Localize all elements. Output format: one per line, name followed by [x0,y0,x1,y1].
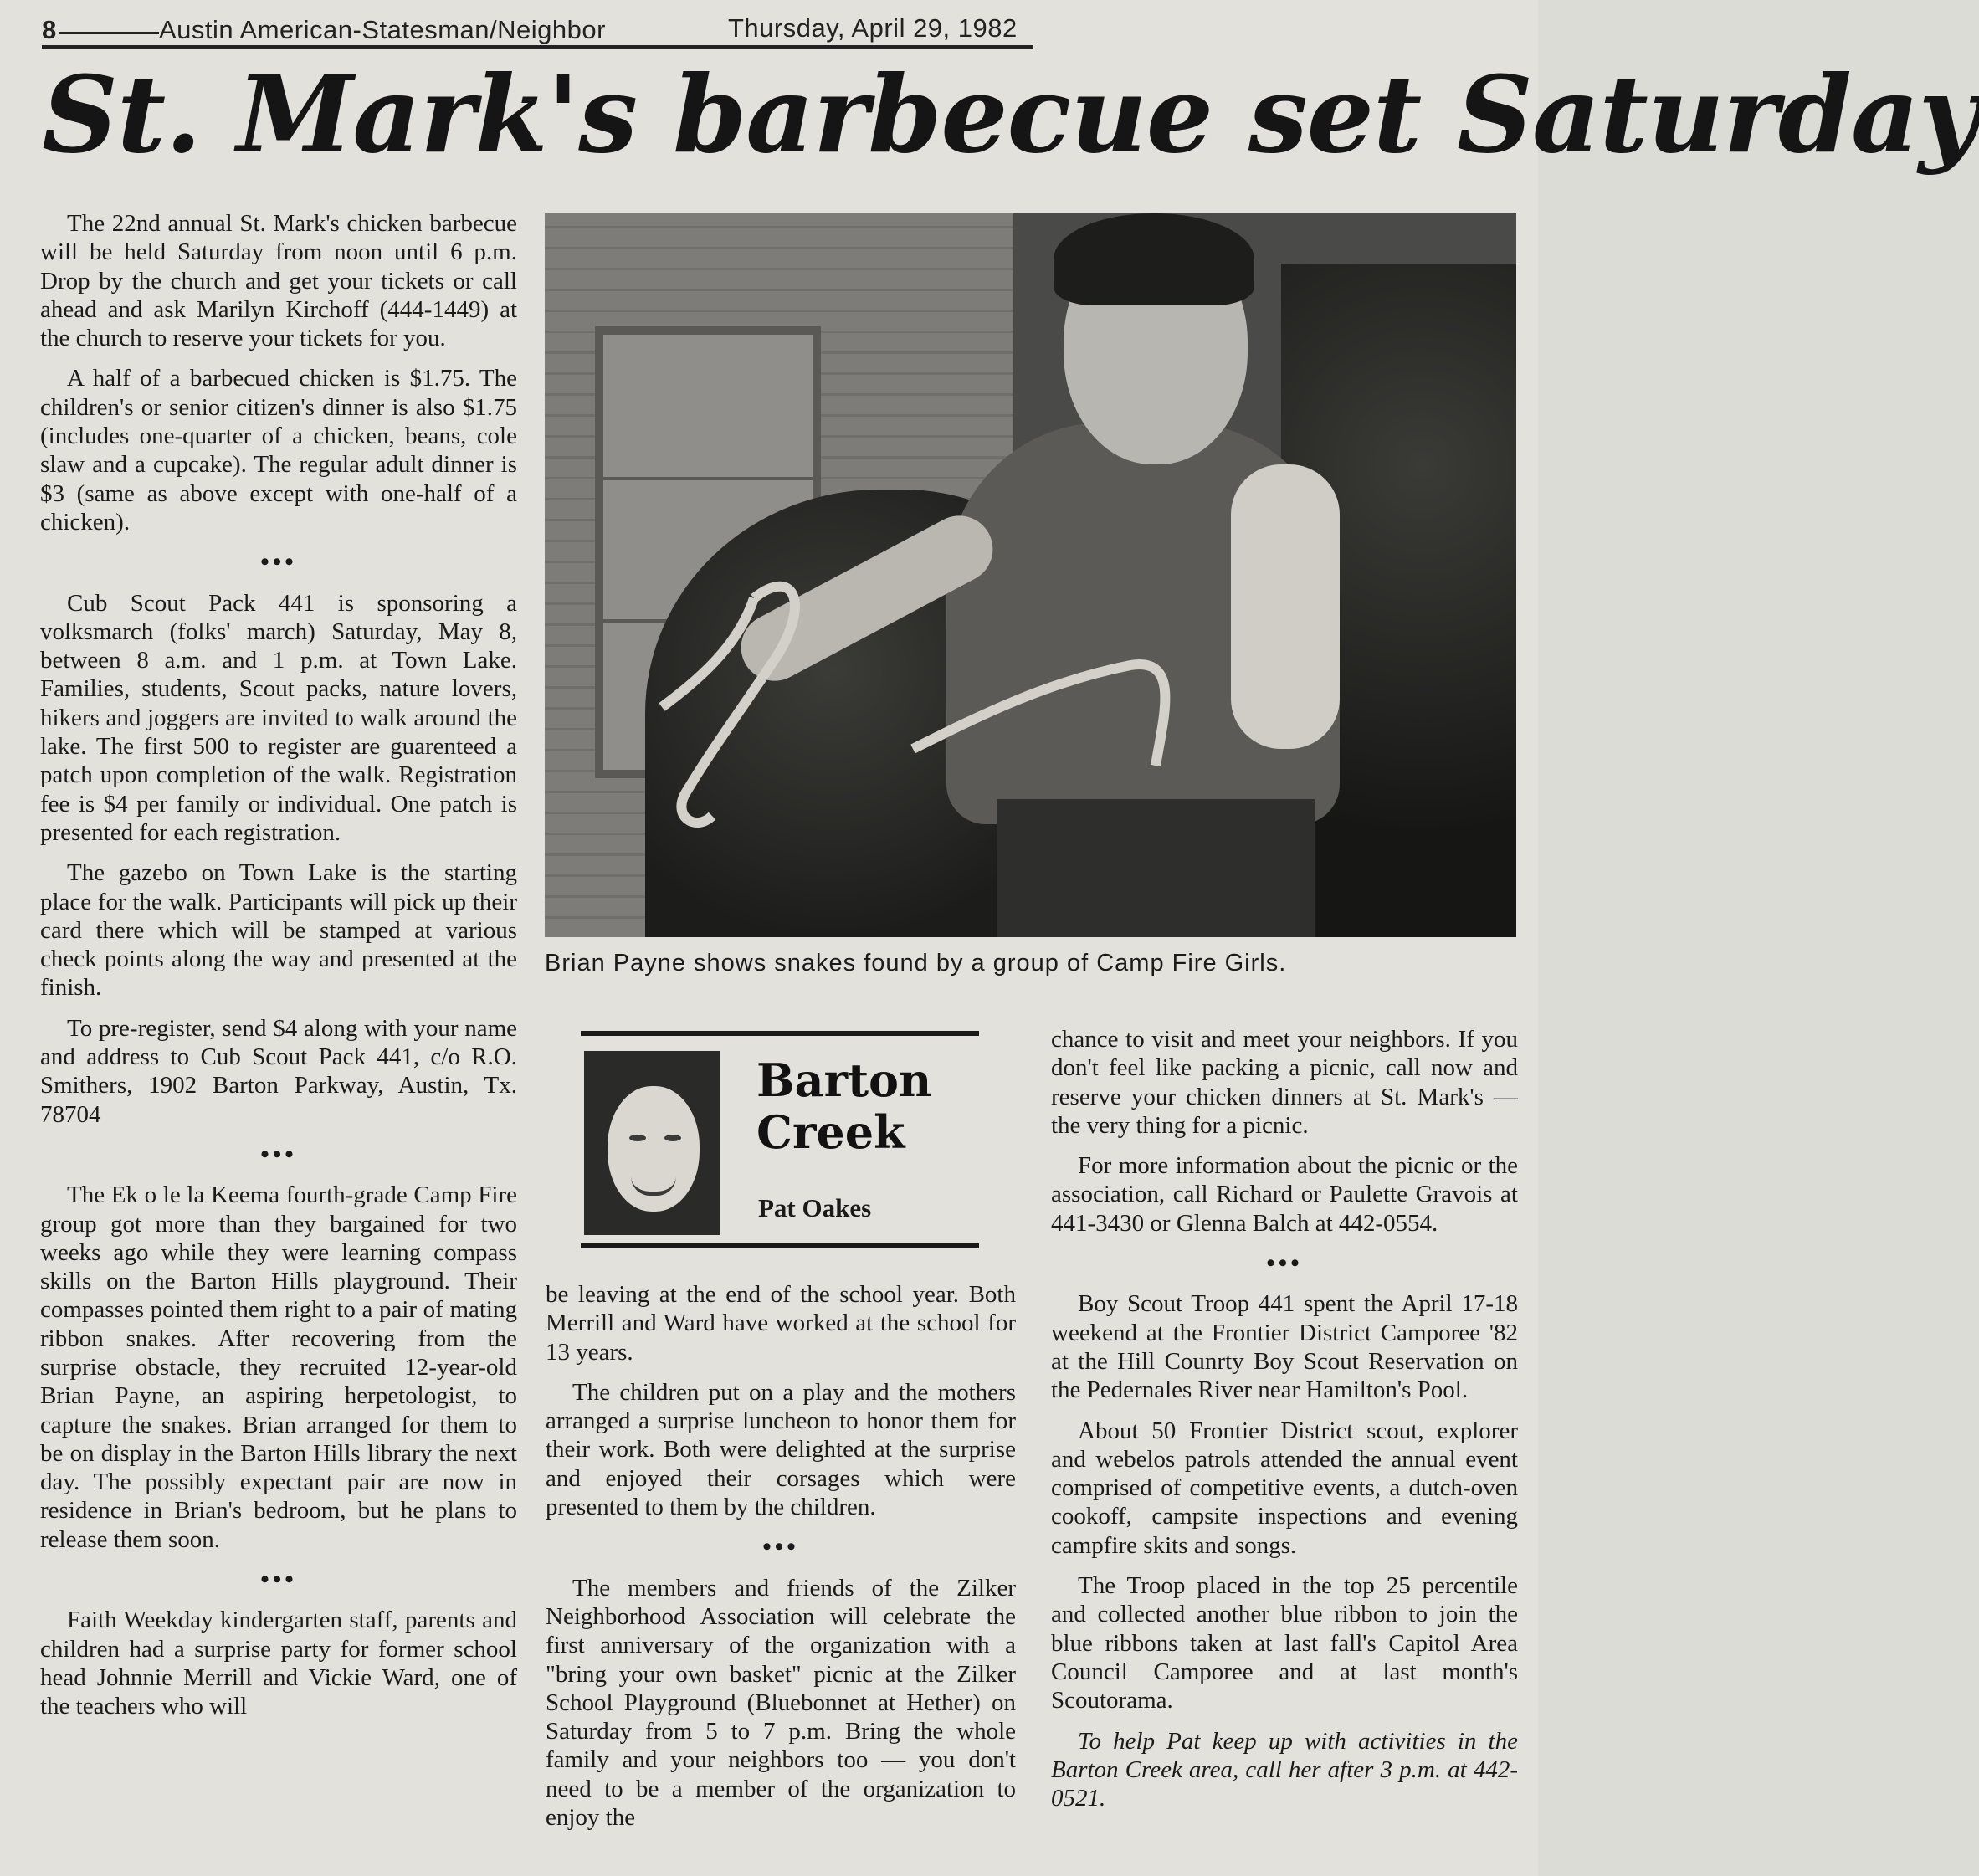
paragraph: Boy Scout Troop 441 spent the April 17-18 weekend at the Frontier District Camporee '82 at the Hill Counrty Boy Scout Reservation on the Pedernales River near Hamilton's Pool. [1051,1290,1518,1404]
paragraph: The members and friends of the Zilker Neighborhood Association will celebrate the first anniversary of the organization with a "bring your own basket" picnic at the Zilker School Playground (Bluebonnet at Hether) on Saturday from 5 to 7 p.m. Bring the whole family and your neighbors too — you don't need to be a member of the organization to enjoy the [546,1574,1016,1832]
paragraph: About 50 Frontier District scout, explorer and webelos patrols attended the annual event comprised of competitive events, a dutch-oven cookoff, campsite inspections and evening campfire skits and songs. [1051,1417,1518,1559]
headline: St. Mark's barbecue set Saturday [42,53,1979,177]
news-photo [545,213,1516,937]
column-title-line1: Barton [756,1053,932,1107]
issue-date: Thursday, April 29, 1982 [728,13,1018,43]
column-rule-top [581,1031,979,1036]
paragraph: The Ek o le la Keema fourth-grade Camp Fire group got more than they bargained for two weeks ago while they were learning compass skills on the Barton Hills playground. Their compasses pointed them right to a pair of mating ribbon snakes. After recovering from the surprise obstacle, they recruited 12-year-old Brian Payne, an aspiring herpetologist, to capture the snakes. Brian arranged for them to be on display in the Barton Hills library the next day. The possibly expectant pair are now in residence in Brian's bedroom, but he plans to release them soon. [40,1181,517,1553]
paragraph: be leaving at the end of the school year. Both Merrill and Ward have worked at the school for 13 years. [546,1281,1016,1366]
masthead-rule-accent [59,32,159,34]
section-separator: ••• [260,1140,297,1168]
paragraph: The gazebo on Town Lake is the starting place for the walk. Participants will pick up their card there which will be stamped at various check points along the way and presented at the finish. [40,859,517,1002]
column-title [756,1054,974,1158]
column-header [581,1031,979,1248]
paragraph: To pre-register, send $4 along with your name and address to Cub Scout Pack 441, c/o R.O. Smithers, 1902 Barton Parkway, Austin, Tx. 78704 [40,1014,517,1128]
right-column [1051,1025,1518,1862]
section-separator: ••• [762,1533,799,1561]
section-separator: ••• [1266,1249,1303,1278]
section-separator: ••• [260,548,297,577]
paragraph: Cub Scout Pack 441 is sponsoring a volksmarch (folks' march) Saturday, May 8, between 8 a.m. and 1 p.m. at Town Lake. Families, students, Scout packs, nature lovers, hikers and joggers are invited to walk around the lake. The first 500 to register are guarenteed a patch upon completion of the walk. Registration fee is $4 per family or individual. One patch is presented for each registration. [40,589,517,846]
contact-note: To help Pat keep up with activities in the Barton Creek area, call her after 3 p.m. at 442-0521. [1051,1727,1518,1812]
middle-column [546,1280,1016,1866]
paragraph: A half of a barbecued chicken is $1.75. The children's or senior citizen's dinner is also $1.75 (includes one-quarter of a chicken, beans, cole slaw and a cupcake). The regular adult dinner is $3 (same as above except with one-half of a chicken). [40,365,517,536]
section-separator: ••• [260,1566,297,1594]
column-byline: Pat Oakes [758,1193,872,1222]
column-rule-bottom [581,1243,979,1248]
paragraph: For more information about the picnic or the association, call Richard or Paulette Gravois at 441-3430 or Glenna Balch at 442-0554. [1051,1152,1518,1237]
column-title-line2: Creek [756,1105,905,1159]
paragraph: The 22nd annual St. Mark's chicken barbecue will be held Saturday from noon until 6 p.m. Drop by the church and get your tickets or call ahead and ask Marilyn Kirchoff (444-1449) at the church to reserve your tickets for you. [40,210,517,352]
photo-caption: Brian Payne shows snakes found by a group of Camp Fire Girls. [545,950,1287,976]
paragraph: chance to visit and meet your neighbors. If you don't feel like packing a picnic, call now and reserve your chicken dinners at St. Mark's — the very thing for a picnic. [1051,1026,1518,1139]
photo-snakes [545,213,1516,937]
masthead [42,8,1033,50]
left-column [40,209,517,1866]
masthead-rule [42,45,1033,49]
page-number: 8 [42,15,57,44]
paragraph: The Troop placed in the top 25 percentile and collected another blue ribbon to join the blue ribbons taken at last fall's Capitol Area Council Camporee and at last month's Scoutorama. [1051,1572,1518,1715]
paragraph: The children put on a play and the mothers arranged a surprise luncheon to honor them for their work. Both were delighted at the surprise and enjoyed their corsages which were presented to them by the children. [546,1378,1016,1521]
newspaper-name: Austin American-Statesman/Neighbor [159,15,606,44]
paragraph: Faith Weekday kindergarten staff, parents and children had a surprise party for former school head Johnnie Merrill and Vickie Ward, one of the teachers who will [40,1607,517,1720]
columnist-portrait [584,1051,720,1235]
